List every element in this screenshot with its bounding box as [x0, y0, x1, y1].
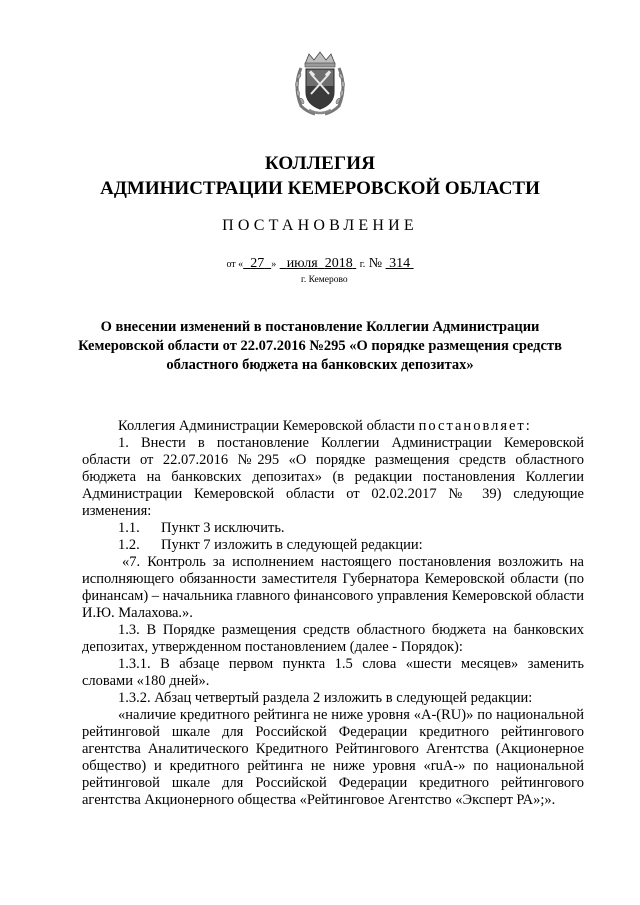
- document-number: 314: [389, 256, 411, 271]
- intro-paragraph: Коллегия Администрации Кемеровской области постановляет:: [118, 418, 532, 434]
- paragraph-1-3-2: 1.3.2. Абзац четвертый раздела 2 изложить в следующей редакции:: [118, 690, 533, 706]
- org-title-line1: КОЛЛЕГИЯ: [264, 153, 376, 174]
- city: г. Кемерово: [301, 275, 348, 285]
- date-prefix: от «: [226, 259, 244, 270]
- item-1-2: 1.2. Пункт 7 изложить в следующей редакции:: [118, 537, 423, 553]
- date-year: 2018: [324, 256, 353, 271]
- org-title-line2: АДМИНИСТРАЦИИ КЕМЕРОВСКОЙ ОБЛАСТИ: [100, 178, 540, 199]
- date-month: июля: [286, 256, 318, 271]
- document-type: ПОСТАНОВЛЕНИЕ: [222, 217, 418, 234]
- paragraph-1-3: 1.3. В Порядке размещения средств областного бюджета на банковских депозитах, утвержденном постановлением (далее - Порядок):: [82, 622, 584, 655]
- date-day: 27: [250, 256, 265, 271]
- paragraph-1-3-1: 1.3.1. В абзаце первом пункта 1.5 слова «шести месяцев» заменить словами «180 дней».: [82, 656, 584, 689]
- coat-of-arms-icon: [291, 50, 349, 116]
- date-number-line: [0, 256, 640, 272]
- date-month-year: [280, 256, 357, 271]
- document-body: [82, 418, 584, 809]
- date-year-suffix: г.: [359, 259, 366, 270]
- document-subject: О внесении изменений в постановление Коллегии Администрации Кемеровской области от 22.07.2016 №295 «О порядке размещения средств областного бюджета на банковских депозитах»: [78, 319, 562, 373]
- quote-paragraph-rating: «наличие кредитного рейтинга не ниже уровня «A-(RU)» по национальной рейтинговой шкале для Российской Федерации кредитного рейтингового агентства Аналитического Кредитного Рейтингового Агентства (Акционерное общество) и кредитного рейтинга не ниже уровня «ruA-» по национальной рейтинговой шкале для Российской Федерации кредитного рейтингового агентства Акционерного общества «Рейтинговое Агентство «Эксперт РА»;».: [82, 707, 584, 808]
- paragraph-1: 1. Внести в постановление Коллегии Администрации Кемеровской области от 22.07.2016 №295 «О порядке размещения средств областного бюджета на банковских депозитах» (в редакции постановления Коллегии Администрации Кемеровской области от 02.02.2017 № 39) следующие изменения:: [82, 435, 584, 519]
- quote-paragraph-7: «7. Контроль за исполнением настоящего постановления возложить на исполняющего обязанности заместителя Губернатора Кемеровской области (по финансам) – начальника главного финансового управления Кемеровской области И.Ю. Малахова.».: [82, 554, 584, 621]
- number-label: №: [368, 256, 383, 271]
- item-1-1: 1.1. Пункт 3 исключить.: [118, 520, 285, 536]
- date-mid: »: [271, 259, 277, 270]
